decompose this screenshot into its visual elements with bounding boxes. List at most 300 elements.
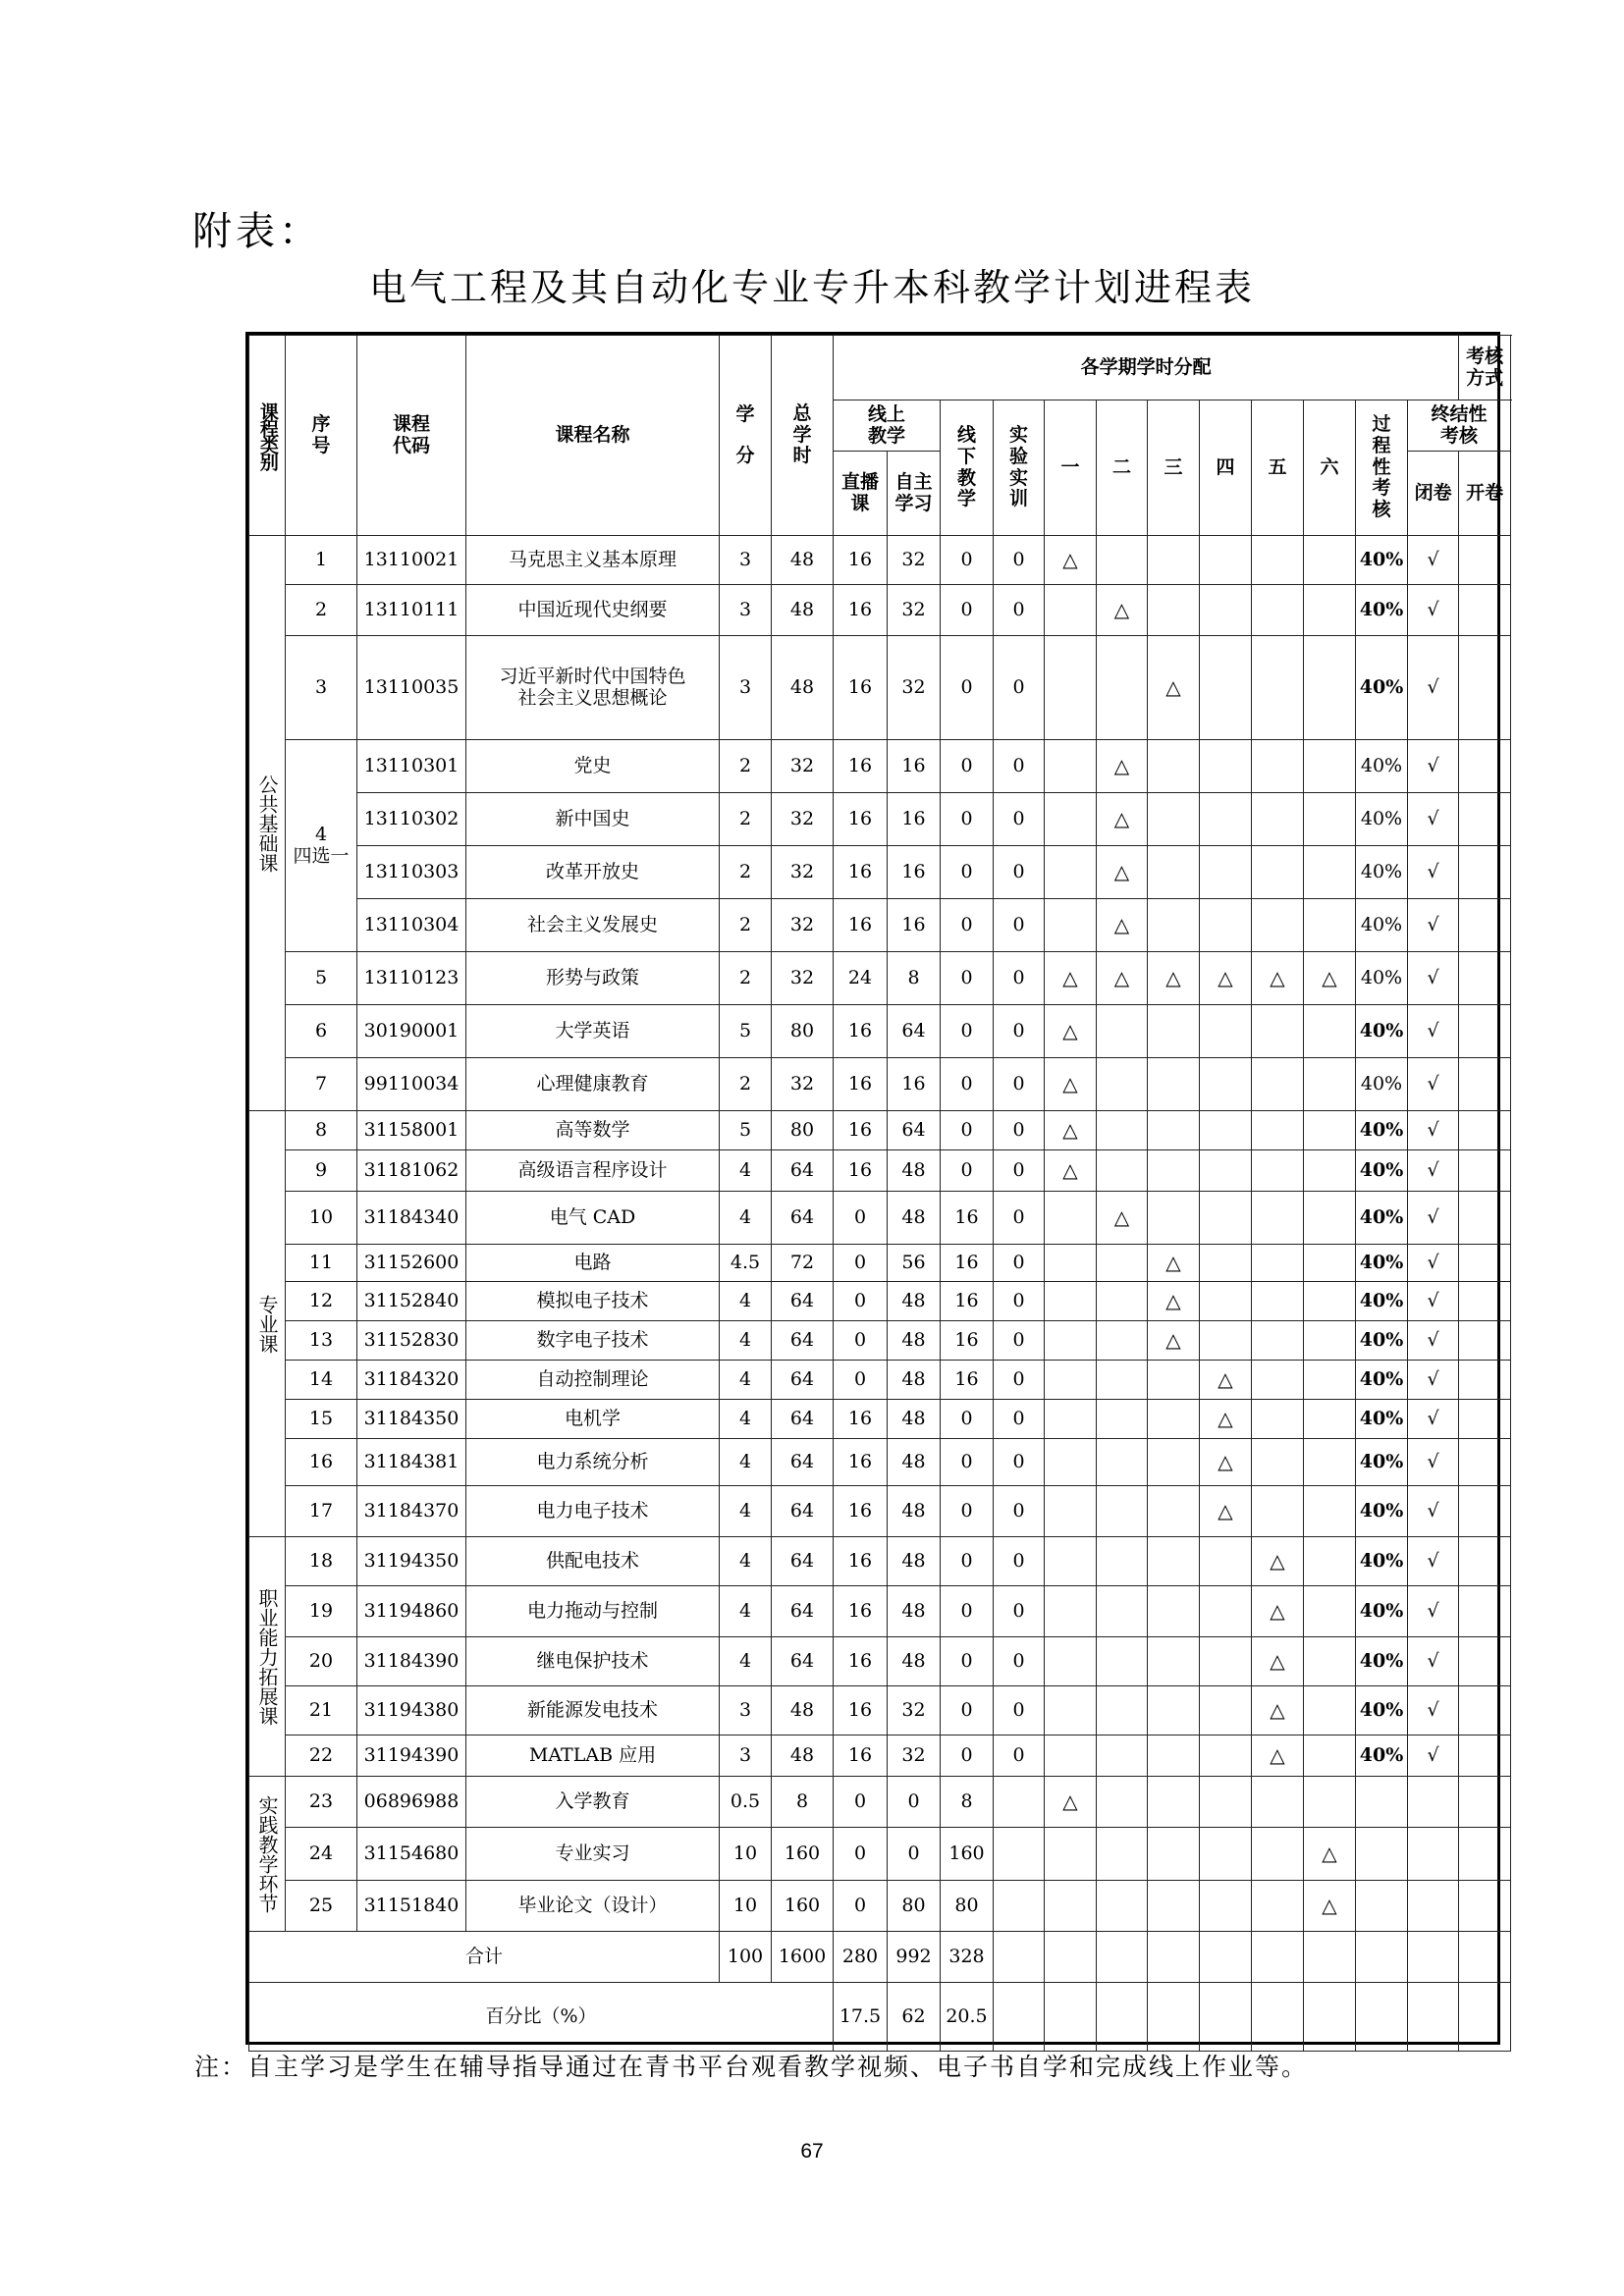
row-semester-5-mark: [1252, 1400, 1304, 1439]
row-live-hours: 16: [834, 1058, 888, 1111]
row-code: 13110123: [357, 952, 466, 1005]
row-process-assessment: 40%: [1356, 1058, 1408, 1111]
row-semester-3-mark: [1148, 1150, 1200, 1192]
row-live-hours: 0: [834, 1282, 888, 1321]
row-code: 31184340: [357, 1192, 466, 1245]
row-credit: 4: [720, 1321, 772, 1361]
row-semester-2-mark: [1097, 636, 1148, 740]
row-semester-5-mark: △: [1252, 1586, 1304, 1637]
row-code: 31194390: [357, 1735, 466, 1777]
table-row: [249, 536, 1511, 585]
row-course-name: 新能源发电技术: [466, 1686, 720, 1735]
row-total-hours: 64: [772, 1586, 834, 1637]
row-lab-hours: 0: [994, 585, 1045, 636]
row-semester-6-mark: [1304, 1735, 1356, 1777]
row-self-study-hours: 16: [888, 793, 941, 846]
row-total-hours: 64: [772, 1439, 834, 1486]
row-code: 31151840: [357, 1881, 466, 1932]
row-self-study-hours: 32: [888, 636, 941, 740]
total-empty-cell: [1252, 1932, 1304, 1983]
row-semester-6-mark: [1304, 1486, 1356, 1537]
total-empty-cell: [1148, 1932, 1200, 1983]
row-open-book: [1459, 1192, 1511, 1245]
row-open-book: [1459, 1400, 1511, 1439]
row-total-hours: 64: [772, 1537, 834, 1586]
row-code: 31194860: [357, 1586, 466, 1637]
table-row: [249, 846, 1511, 899]
table-row: [249, 1058, 1511, 1111]
row-semester-5-mark: [1252, 1111, 1304, 1150]
row-total-hours: 32: [772, 899, 834, 952]
row-live-hours: 16: [834, 536, 888, 585]
row-credit: 5: [720, 1005, 772, 1058]
row-semester-3-mark: [1148, 1486, 1200, 1537]
header-credit: [720, 336, 772, 536]
row-closed-book: √: [1408, 1486, 1459, 1537]
row-semester-3-mark: [1148, 1881, 1200, 1932]
row-self-study-hours: 48: [888, 1400, 941, 1439]
table-row: [249, 1361, 1511, 1400]
row-semester-3-mark: [1148, 1637, 1200, 1686]
teaching-plan-table: [248, 335, 1511, 2052]
percent-empty-cell: [1356, 1983, 1408, 2052]
row-semester-4-mark: △: [1200, 1400, 1252, 1439]
row-semester-6-mark: △: [1304, 1881, 1356, 1932]
row-offline-hours: 0: [941, 1586, 994, 1637]
row-live-hours: 16: [834, 1586, 888, 1637]
row-total-hours: 64: [772, 1400, 834, 1439]
row-semester-1-mark: [1045, 1192, 1097, 1245]
row-offline-hours: 0: [941, 793, 994, 846]
row-code: 31152600: [357, 1245, 466, 1282]
row-semester-6-mark: [1304, 1245, 1356, 1282]
row-self-study-hours: 48: [888, 1321, 941, 1361]
row-process-assessment: 40%: [1356, 846, 1408, 899]
row-semester-1-mark: △: [1045, 1777, 1097, 1828]
row-closed-book: [1408, 1881, 1459, 1932]
row-semester-3-mark: [1148, 846, 1200, 899]
row-semester-5-mark: [1252, 1439, 1304, 1486]
row-semester-2-mark: [1097, 1111, 1148, 1150]
header-offline: [941, 400, 994, 536]
row-course-name: 心理健康教育: [466, 1058, 720, 1111]
percent-label: 百分比（%）: [249, 1983, 834, 2052]
row-course-name: 大学英语: [466, 1005, 720, 1058]
row-credit: 4: [720, 1150, 772, 1192]
row-semester-1-mark: [1045, 793, 1097, 846]
row-semester-5-mark: [1252, 1486, 1304, 1537]
row-lab-hours: 0: [994, 1586, 1045, 1637]
row-open-book: [1459, 899, 1511, 952]
table-row: [249, 1586, 1511, 1637]
row-semester-4-mark: [1200, 1245, 1252, 1282]
row-semester-2-mark: △: [1097, 1192, 1148, 1245]
row-process-assessment: 40%: [1356, 1150, 1408, 1192]
row-semester-3-mark: [1148, 793, 1200, 846]
row-offline-hours: 16: [941, 1321, 994, 1361]
row-lab-hours: 0: [994, 1537, 1045, 1586]
row-total-hours: 32: [772, 846, 834, 899]
row-live-hours: 16: [834, 585, 888, 636]
row-semester-5-mark: [1252, 793, 1304, 846]
row-semester-4-mark: [1200, 1777, 1252, 1828]
header-sem5: 五: [1252, 400, 1304, 536]
row-semester-5-mark: [1252, 1192, 1304, 1245]
row-semester-6-mark: [1304, 1400, 1356, 1439]
row-semester-4-mark: [1200, 1735, 1252, 1777]
row-semester-2-mark: [1097, 1828, 1148, 1881]
row-course-name: 供配电技术: [466, 1537, 720, 1586]
row-seq: 10: [286, 1192, 357, 1245]
row-semester-2-mark: △: [1097, 952, 1148, 1005]
row-live-hours: 0: [834, 1881, 888, 1932]
row-semester-1-mark: △: [1045, 952, 1097, 1005]
row-code: 31154680: [357, 1828, 466, 1881]
row-process-assessment: 40%: [1356, 1637, 1408, 1686]
footnote: 注：自主学习是学生在辅导指导通过在青书平台观看教学视频、电子书自学和完成线上作业等。: [194, 2053, 1309, 2081]
row-self-study-hours: 80: [888, 1881, 941, 1932]
row-semester-1-mark: [1045, 1537, 1097, 1586]
percent-empty-cell: [1200, 1983, 1252, 2052]
header-process: [1356, 400, 1408, 536]
row-semester-4-mark: [1200, 1282, 1252, 1321]
row-lab-hours: 0: [994, 636, 1045, 740]
row-semester-2-mark: △: [1097, 740, 1148, 793]
row-offline-hours: 0: [941, 1735, 994, 1777]
header-assessment: [1459, 336, 1511, 400]
row-live-hours: 16: [834, 1735, 888, 1777]
row-semester-6-mark: [1304, 1111, 1356, 1150]
row-course-name: 毕业论文（设计）: [466, 1881, 720, 1932]
row-lab-hours: 0: [994, 899, 1045, 952]
row-open-book: [1459, 846, 1511, 899]
row-total-hours: 64: [772, 1192, 834, 1245]
row-semester-1-mark: [1045, 846, 1097, 899]
row-open-book: [1459, 1686, 1511, 1735]
row-semester-3-mark: △: [1148, 1245, 1200, 1282]
row-self-study-hours: 48: [888, 1537, 941, 1586]
row-course-name: 马克思主义基本原理: [466, 536, 720, 585]
percent-empty-cell: [1148, 1983, 1200, 2052]
row-semester-1-mark: [1045, 740, 1097, 793]
row-semester-6-mark: [1304, 899, 1356, 952]
row-semester-5-mark: [1252, 1150, 1304, 1192]
row-total-hours: 32: [772, 1058, 834, 1111]
row-credit: 10: [720, 1881, 772, 1932]
row-live-hours: 16: [834, 1486, 888, 1537]
row-semester-6-mark: [1304, 1586, 1356, 1637]
row-seq: 3: [286, 636, 357, 740]
row-semester-3-mark: [1148, 1537, 1200, 1586]
row-offline-hours: 0: [941, 536, 994, 585]
header-sem6: 六: [1304, 400, 1356, 536]
total-empty-cell: [1459, 1932, 1511, 1983]
row-seq: 25: [286, 1881, 357, 1932]
row-open-book: [1459, 1058, 1511, 1111]
row-open-book: [1459, 1245, 1511, 1282]
row-semester-5-mark: [1252, 740, 1304, 793]
row-live-hours: 0: [834, 1361, 888, 1400]
row-credit: 4: [720, 1400, 772, 1439]
row-semester-5-mark: [1252, 1058, 1304, 1111]
row-process-assessment: 40%: [1356, 585, 1408, 636]
row-semester-2-mark: [1097, 1439, 1148, 1486]
row-process-assessment: 40%: [1356, 1439, 1408, 1486]
row-offline-hours: 16: [941, 1361, 994, 1400]
row-total-hours: 48: [772, 1686, 834, 1735]
row-semester-3-mark: [1148, 1777, 1200, 1828]
header-self-study: [888, 452, 941, 536]
table-row: [249, 1321, 1511, 1361]
row-semester-4-mark: △: [1200, 952, 1252, 1005]
percent-live: 17.5: [834, 1983, 888, 2052]
row-seq: 2: [286, 585, 357, 636]
row-total-hours: 64: [772, 1486, 834, 1537]
header-offline-text: 线下教学: [956, 423, 976, 510]
row-self-study-hours: 16: [888, 740, 941, 793]
row-semester-3-mark: [1148, 1735, 1200, 1777]
row-lab-hours: 0: [994, 952, 1045, 1005]
row-offline-hours: 0: [941, 1005, 994, 1058]
row-credit: 10: [720, 1828, 772, 1881]
row-seq: 17: [286, 1486, 357, 1537]
row-semester-1-mark: △: [1045, 1111, 1097, 1150]
row-semester-3-mark: [1148, 1361, 1200, 1400]
row-semester-2-mark: [1097, 1777, 1148, 1828]
row-offline-hours: 0: [941, 1637, 994, 1686]
row-seq: 23: [286, 1777, 357, 1828]
table-row: [249, 1005, 1511, 1058]
row-semester-6-mark: [1304, 1150, 1356, 1192]
row-semester-1-mark: [1045, 1361, 1097, 1400]
row-closed-book: √: [1408, 1058, 1459, 1111]
row-course-name: 电机学: [466, 1400, 720, 1439]
table-row: [249, 899, 1511, 952]
row-live-hours: 16: [834, 1150, 888, 1192]
row-course-name: 中国近现代史纲要: [466, 585, 720, 636]
row-course-name: 习近平新时代中国特色社会主义思想概论: [466, 636, 720, 740]
row-semester-4-mark: [1200, 1111, 1252, 1150]
row-total-hours: 32: [772, 740, 834, 793]
row-semester-6-mark: [1304, 1005, 1356, 1058]
total-empty-cell: [1304, 1932, 1356, 1983]
row-offline-hours: 0: [941, 899, 994, 952]
row-semester-6-mark: [1304, 1686, 1356, 1735]
row-live-hours: 16: [834, 1537, 888, 1586]
row-semester-4-mark: △: [1200, 1439, 1252, 1486]
table-row: [249, 1282, 1511, 1321]
percent-offline: 20.5: [941, 1983, 994, 2052]
header-sem2: 二: [1097, 400, 1148, 536]
row-total-hours: 72: [772, 1245, 834, 1282]
row-semester-2-mark: [1097, 1537, 1148, 1586]
row-closed-book: √: [1408, 1192, 1459, 1245]
header-process-text: 过程性考核: [1372, 412, 1391, 521]
row-semester-3-mark: [1148, 1686, 1200, 1735]
row-lab-hours: 0: [994, 740, 1045, 793]
row-code: 13110304: [357, 899, 466, 952]
row-offline-hours: 0: [941, 1486, 994, 1537]
row-semester-4-mark: [1200, 740, 1252, 793]
row-open-book: [1459, 1486, 1511, 1537]
row-semester-3-mark: △: [1148, 636, 1200, 740]
row-semester-1-mark: [1045, 1828, 1097, 1881]
row-closed-book: √: [1408, 636, 1459, 740]
row-total-hours: 48: [772, 1735, 834, 1777]
row-process-assessment: 40%: [1356, 636, 1408, 740]
row-code: 31184350: [357, 1400, 466, 1439]
row-seq: 16: [286, 1439, 357, 1486]
row-seq: 12: [286, 1282, 357, 1321]
row-semester-1-mark: [1045, 1881, 1097, 1932]
total-live: 280: [834, 1932, 888, 1983]
row-semester-5-mark: [1252, 1321, 1304, 1361]
row-code: 30190001: [357, 1005, 466, 1058]
row-open-book: [1459, 1777, 1511, 1828]
table-row: [249, 793, 1511, 846]
row-semester-5-mark: △: [1252, 1637, 1304, 1686]
row-semester-1-mark: [1045, 1686, 1097, 1735]
row-process-assessment: 40%: [1356, 536, 1408, 585]
row-semester-3-mark: [1148, 1400, 1200, 1439]
row-seq: 14: [286, 1361, 357, 1400]
row-semester-1-mark: [1045, 1586, 1097, 1637]
row-total-hours: 80: [772, 1005, 834, 1058]
row-code: 31181062: [357, 1150, 466, 1192]
row-open-book: [1459, 1881, 1511, 1932]
row-semester-2-mark: [1097, 1005, 1148, 1058]
row-offline-hours: 0: [941, 1400, 994, 1439]
row-semester-1-mark: [1045, 585, 1097, 636]
row-semester-1-mark: [1045, 1439, 1097, 1486]
row-semester-6-mark: △: [1304, 952, 1356, 1005]
row-code: 13110035: [357, 636, 466, 740]
row-course-name: 入学教育: [466, 1777, 720, 1828]
row-closed-book: √: [1408, 952, 1459, 1005]
row-semester-6-mark: [1304, 1282, 1356, 1321]
row-code: 31194350: [357, 1537, 466, 1586]
row-code: 06896988: [357, 1777, 466, 1828]
row-closed-book: √: [1408, 1735, 1459, 1777]
row-lab-hours: 0: [994, 1005, 1045, 1058]
header-seq-text: 序号: [311, 412, 331, 456]
row-lab-hours: 0: [994, 1150, 1045, 1192]
row-lab-hours: 0: [994, 1245, 1045, 1282]
row-self-study-hours: 48: [888, 1192, 941, 1245]
row-self-study-hours: 48: [888, 1486, 941, 1537]
row-process-assessment: [1356, 1828, 1408, 1881]
total-row: [249, 1932, 1511, 1983]
row-semester-2-mark: [1097, 1686, 1148, 1735]
row-credit: 4: [720, 1192, 772, 1245]
total-offline: 328: [941, 1932, 994, 1983]
total-empty-cell: [1097, 1932, 1148, 1983]
row-semester-6-mark: [1304, 1537, 1356, 1586]
row-process-assessment: 40%: [1356, 1537, 1408, 1586]
row-semester-4-mark: △: [1200, 1486, 1252, 1537]
percent-empty-cell: [1304, 1983, 1356, 2052]
percent-empty-cell: [1045, 1983, 1097, 2052]
row-credit: 4: [720, 1361, 772, 1400]
row-semester-4-mark: [1200, 1637, 1252, 1686]
category-cell: 实践教学环节: [249, 1777, 286, 1932]
row-semester-4-mark: [1200, 1881, 1252, 1932]
row-semester-4-mark: [1200, 1686, 1252, 1735]
row-self-study-hours: 48: [888, 1150, 941, 1192]
row-code: 99110034: [357, 1058, 466, 1111]
row-semester-4-mark: [1200, 899, 1252, 952]
row-closed-book: √: [1408, 1637, 1459, 1686]
row-offline-hours: 0: [941, 1537, 994, 1586]
row-semester-5-mark: [1252, 636, 1304, 740]
row-course-name: 电力系统分析: [466, 1439, 720, 1486]
header-open: 开卷: [1459, 452, 1511, 536]
row-live-hours: 0: [834, 1245, 888, 1282]
row-semester-5-mark: [1252, 1881, 1304, 1932]
row-semester-6-mark: [1304, 636, 1356, 740]
row-total-hours: 64: [772, 1361, 834, 1400]
row-semester-1-mark: △: [1045, 1058, 1097, 1111]
row-code: 13110021: [357, 536, 466, 585]
row-total-hours: 48: [772, 636, 834, 740]
header-final: [1408, 400, 1511, 452]
row-closed-book: √: [1408, 536, 1459, 585]
table-row: [249, 1777, 1511, 1828]
header-total-hours: [772, 336, 834, 536]
row-self-study-hours: 48: [888, 1586, 941, 1637]
header-code: [357, 336, 466, 536]
row-semester-6-mark: [1304, 536, 1356, 585]
row-seq: 21: [286, 1686, 357, 1735]
row-offline-hours: 0: [941, 740, 994, 793]
row-code: 13110302: [357, 793, 466, 846]
row-semester-6-mark: [1304, 793, 1356, 846]
row-semester-4-mark: [1200, 1537, 1252, 1586]
row-credit: 3: [720, 585, 772, 636]
row-semester-4-mark: [1200, 1321, 1252, 1361]
row-closed-book: √: [1408, 1686, 1459, 1735]
row-semester-1-mark: [1045, 1321, 1097, 1361]
row-self-study-hours: 16: [888, 1058, 941, 1111]
row-live-hours: 16: [834, 899, 888, 952]
row-total-hours: 64: [772, 1321, 834, 1361]
row-semester-2-mark: △: [1097, 585, 1148, 636]
row-credit: 2: [720, 846, 772, 899]
row-closed-book: √: [1408, 1111, 1459, 1150]
row-semester-3-mark: △: [1148, 952, 1200, 1005]
row-credit: 4.5: [720, 1245, 772, 1282]
row-lab-hours: 0: [994, 1400, 1045, 1439]
row-semester-2-mark: [1097, 1282, 1148, 1321]
header-sem4: 四: [1200, 400, 1252, 536]
row-credit: 0.5: [720, 1777, 772, 1828]
row-process-assessment: 40%: [1356, 1586, 1408, 1637]
row-lab-hours: 0: [994, 1282, 1045, 1321]
row-course-name: 模拟电子技术: [466, 1282, 720, 1321]
row-credit: 4: [720, 1439, 772, 1486]
row-semester-4-mark: [1200, 1828, 1252, 1881]
row-lab-hours: 0: [994, 1058, 1045, 1111]
total-empty-cell: [994, 1932, 1045, 1983]
row-open-book: [1459, 952, 1511, 1005]
table-row: [249, 1735, 1511, 1777]
row-seq: 24: [286, 1828, 357, 1881]
row-self-study-hours: 48: [888, 1439, 941, 1486]
row-lab-hours: 0: [994, 846, 1045, 899]
row-semester-3-mark: [1148, 1192, 1200, 1245]
row-semester-1-mark: [1045, 636, 1097, 740]
row-self-study-hours: 32: [888, 536, 941, 585]
